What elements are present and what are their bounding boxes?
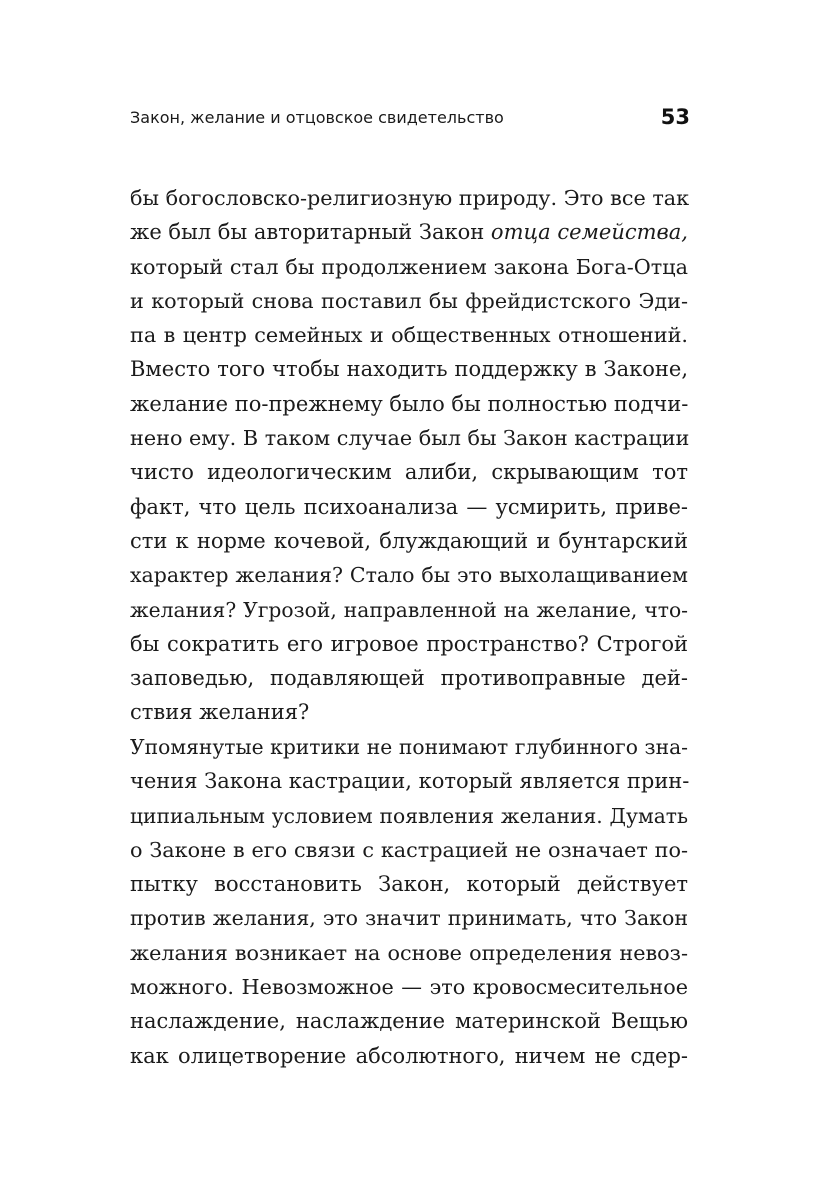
text-line: против желания, это значит принимать, что Закон bbox=[130, 906, 688, 931]
text-line bbox=[130, 215, 688, 249]
text-line: па в центр семейных и общественных отношений. bbox=[130, 323, 688, 348]
text-line: как олицетворение абсолютного, ничем не сдер- bbox=[130, 1043, 688, 1068]
page-number: 53 bbox=[660, 105, 690, 129]
text-line: можного. Невозможное — это кровосмесительное bbox=[130, 975, 688, 1000]
text-line: бы сократить его игровое пространство? Строгой bbox=[130, 631, 688, 656]
text-line: бы богословско-религиозную природу. Это все так bbox=[130, 186, 690, 210]
text-line: Упомянутые критики не понимают глубинного зна- bbox=[130, 735, 688, 759]
text-line: который стал бы продолжением закона Бога-Отца bbox=[130, 254, 688, 279]
text-line: наслаждение, наслаждение материнской Вещью bbox=[130, 1009, 688, 1034]
text-line: ствия желания? bbox=[130, 700, 310, 725]
text-line: сти к норме кочевой, блуждающий и бунтарский bbox=[130, 528, 688, 553]
emphasis-text: отца семейства, bbox=[490, 220, 688, 245]
text-line: о Законе в его связи с кастрацией не означает по- bbox=[130, 837, 688, 862]
text-line: желание по-прежнему было бы полностью подчи- bbox=[130, 391, 689, 416]
text-line: и который снова поставил бы фрейдистского Эди- bbox=[130, 288, 688, 313]
text-line: пытку восстановить Закон, который действует bbox=[130, 872, 688, 897]
running-title: Закон, желание и отцовское свидетельство bbox=[130, 108, 504, 127]
paragraph-1 bbox=[130, 181, 688, 730]
text-line: ципиальным условием появления желания. Думать bbox=[130, 803, 688, 828]
text-line: нено ему. В таком случае был бы Закон кастрации bbox=[130, 426, 690, 451]
text-line: желания возникает на основе определения невоз- bbox=[130, 940, 688, 965]
paragraph-2 bbox=[130, 730, 688, 1073]
text-line: желания? Угрозой, направленной на желание, что- bbox=[130, 597, 688, 622]
text-line: Вместо того чтобы находить поддержку в Законе, bbox=[130, 357, 688, 382]
text-line: чения Закона кастрации, который является прин- bbox=[130, 769, 690, 794]
text-line: факт, что цель психоанализа — усмирить, приве- bbox=[130, 494, 688, 519]
text-span: же был бы авторитарный Закон bbox=[130, 220, 491, 245]
text-line: заповедью, подавляющей противоправные дей- bbox=[130, 666, 688, 691]
running-header bbox=[130, 105, 690, 135]
text-line: характер желания? Стало бы это выхолащиванием bbox=[130, 563, 688, 588]
text-line: чисто идеологическим алиби, скрывающим тот bbox=[130, 460, 688, 485]
